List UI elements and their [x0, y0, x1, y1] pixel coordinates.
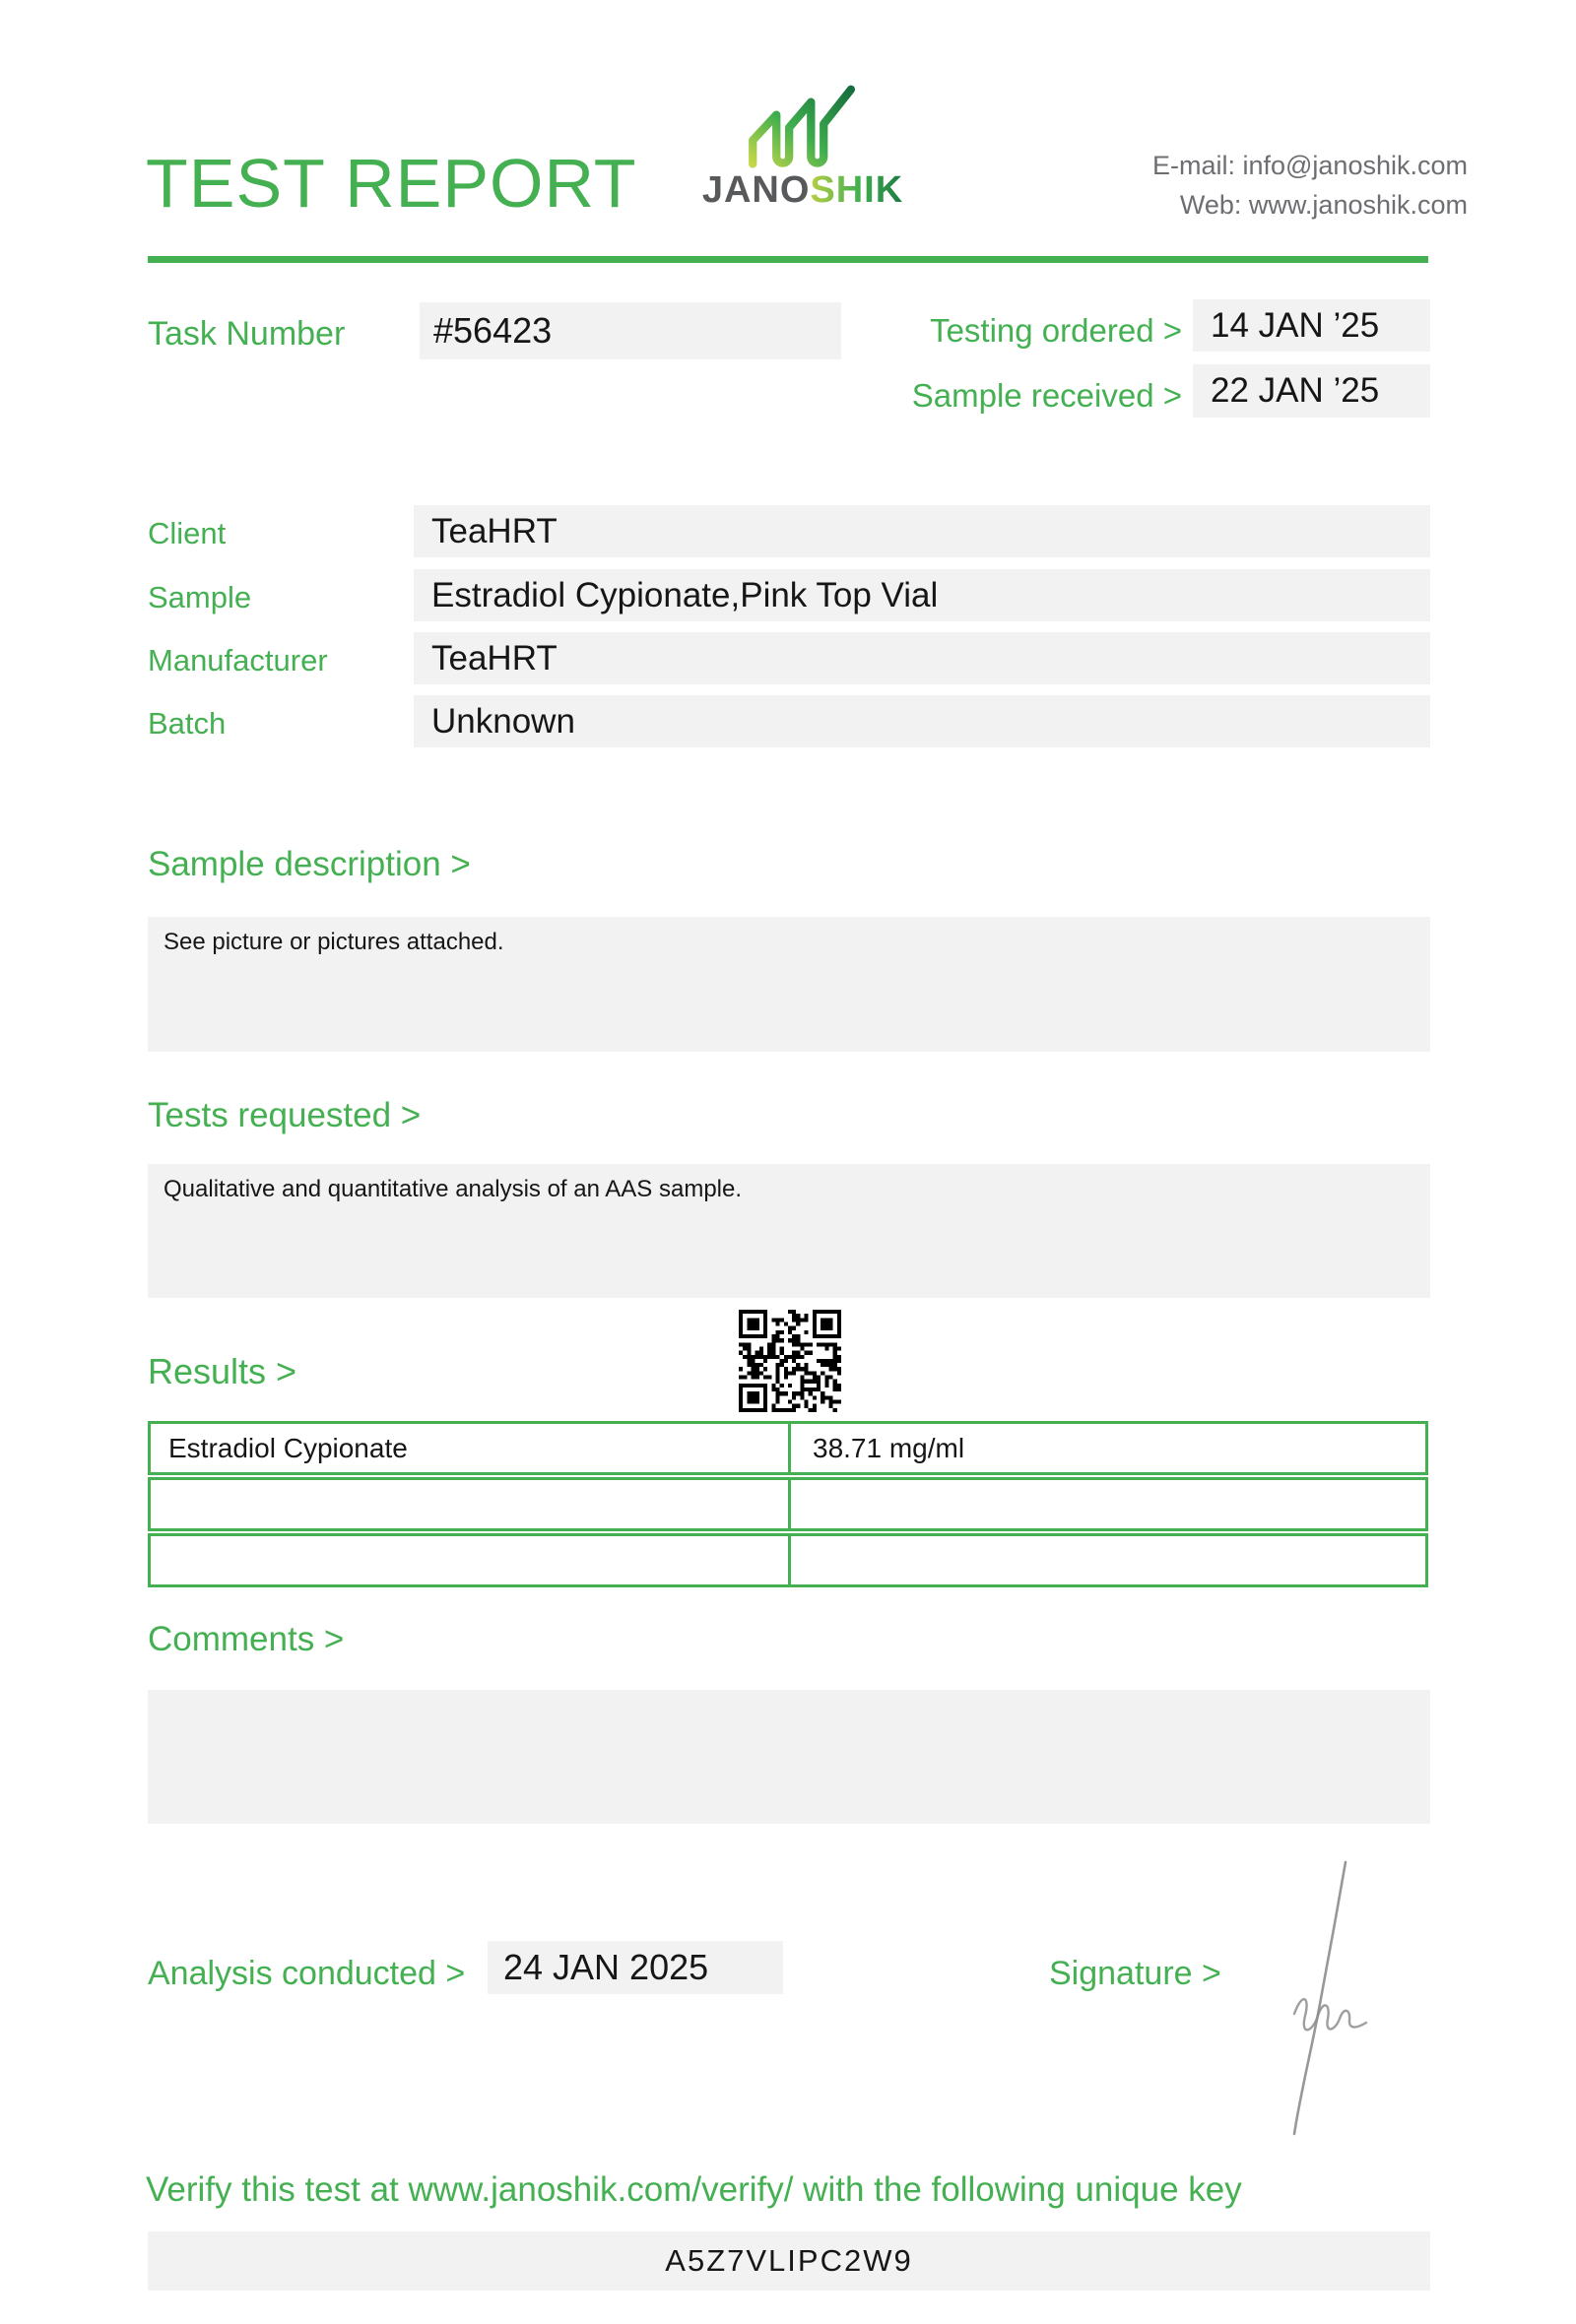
batch-label: Batch: [148, 706, 227, 741]
results-table-row: [148, 1477, 1428, 1531]
client-value: TeaHRT: [431, 512, 558, 550]
manufacturer-label: Manufacturer: [148, 643, 328, 678]
manufacturer-box: [414, 632, 1430, 684]
comments-heading: Comments >: [148, 1620, 345, 1658]
tests-requested-heading: Tests requested >: [148, 1096, 422, 1134]
sample-label: Sample: [148, 580, 252, 614]
analysis-conducted-label: Analysis conducted >: [148, 1955, 466, 1992]
signature-label: Signature >: [1049, 1955, 1221, 1992]
testing-ordered-value: 14 JAN ’25: [1211, 306, 1380, 345]
sample-received-label: Sample received >: [911, 377, 1182, 414]
results-heading: Results >: [148, 1351, 297, 1391]
contact-block: [1152, 146, 1468, 225]
sample-value: Estradiol Cypionate,Pink Top Vial: [431, 576, 939, 614]
testing-ordered-box: [1193, 299, 1430, 352]
tests-requested-text: Qualitative and quantitative analysis of an AAS sample.: [164, 1176, 743, 1202]
comments-box: [148, 1690, 1430, 1824]
sample-description-text: See picture or pictures attached.: [164, 929, 504, 955]
logo-chart-icon: [742, 75, 864, 169]
analysis-date-box: [488, 1941, 783, 1994]
page-title: TEST REPORT: [146, 145, 637, 222]
verify-instruction: Verify this test at www.janoshik.com/verify/ with the following unique key: [146, 2170, 1242, 2209]
result-value: [791, 1480, 1425, 1528]
sample-box: [414, 569, 1430, 621]
result-value: [791, 1536, 1425, 1584]
results-table: [148, 1421, 1428, 1589]
client-label: Client: [148, 516, 227, 550]
contact-email: E-mail: info@janoshik.com: [1151, 151, 1468, 180]
batch-value: Unknown: [431, 702, 575, 741]
manufacturer-value: TeaHRT: [431, 639, 558, 678]
testing-ordered-label: Testing ordered >: [930, 312, 1182, 349]
result-value: 38.71 mg/ml: [813, 1433, 965, 1463]
sample-received-box: [1193, 364, 1430, 418]
logo-text: [690, 169, 916, 212]
task-number-value: #56423: [433, 310, 553, 351]
signature-scribble: [1251, 1856, 1418, 2147]
task-number-box: [420, 302, 841, 359]
header-divider: [148, 256, 1428, 263]
client-box: [414, 505, 1430, 557]
analysis-date-value: 24 JAN 2025: [503, 1947, 709, 1987]
task-number-label: Task Number: [148, 315, 346, 353]
logo-text-shik: SHIK: [810, 169, 904, 211]
result-substance: [151, 1480, 791, 1528]
logo-text-jano: JANO: [701, 169, 811, 211]
qr-code: [739, 1310, 841, 1412]
logo: [690, 75, 916, 212]
results-table-row: [148, 1421, 1428, 1475]
verify-key-box: [148, 2231, 1430, 2291]
batch-box: [414, 695, 1430, 747]
contact-web: Web: www.janoshik.com: [1179, 190, 1468, 220]
sample-received-value: 22 JAN ’25: [1211, 371, 1380, 410]
verify-key: A5Z7VLIPC2W9: [665, 2243, 913, 2278]
results-table-row: [148, 1533, 1428, 1587]
sample-description-heading: Sample description >: [148, 845, 471, 883]
result-substance: [151, 1536, 791, 1584]
result-substance: Estradiol Cypionate: [151, 1424, 791, 1472]
tests-requested-box: [148, 1164, 1430, 1298]
sample-description-box: [148, 917, 1430, 1052]
